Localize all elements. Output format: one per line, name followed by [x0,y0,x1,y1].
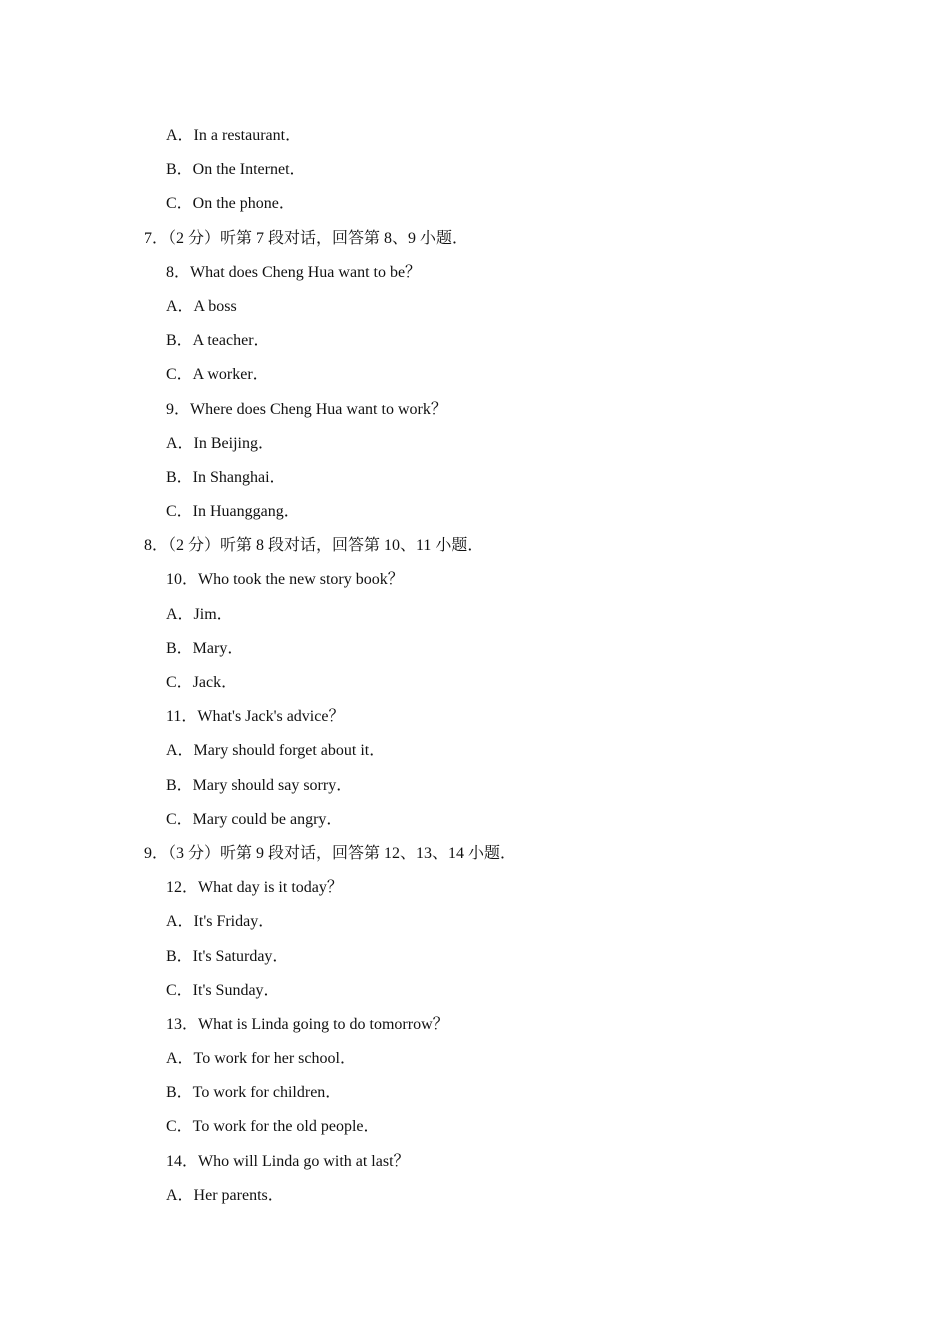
question-group-heading: 7．（2 分）听第 7 段对话，回答第 8、9 小题． [144,229,469,247]
answer-option: B．Mary should say sorry． [166,776,353,794]
answer-option: A．In a restaurant． [166,127,302,144]
question-group-heading: 9．（3 分）听第 9 段对话，回答第 12、13、14 小题． [144,844,517,862]
answer-option: C．Mary could be angry． [166,810,343,828]
question-text: 9．Where does Cheng Hua want to work？ [166,400,447,418]
question-text: 8．What does Cheng Hua want to be？ [166,263,422,281]
question-text: 10．Who took the new story book？ [166,571,404,589]
answer-option: A．Mary should forget about it． [166,742,386,760]
answer-option: C．On the phone． [166,195,295,213]
answer-option: C．A worker． [166,366,269,384]
answer-option: C．In Huanggang． [166,503,300,521]
answer-option: B．A teacher． [166,332,270,350]
answer-option: A．To work for her school． [166,1050,356,1068]
answer-option: A．Jim． [166,605,233,623]
answer-option: B．In Shanghai． [166,468,286,486]
answer-option: C．It's Sunday． [166,981,280,999]
answer-option: B．Mary． [166,639,244,657]
answer-option: A．It's Friday． [166,913,275,931]
question-text: 11．What's Jack's advice？ [166,708,345,726]
question-text: 12．What day is it today？ [166,879,343,897]
answer-option: B．It's Saturday． [166,947,289,965]
answer-option: B．On the Internet． [166,161,306,179]
question-text: 14．Who will Linda go with at last？ [166,1152,410,1170]
answer-option: A．In Beijing． [166,434,274,452]
answer-option: A．Her parents． [166,1186,284,1204]
answer-option: B．To work for children． [166,1084,342,1102]
question-group-heading: 8．（2 分）听第 8 段对话，回答第 10、11 小题． [144,537,484,555]
answer-option: C．Jack． [166,674,238,691]
answer-option: A．A boss [166,297,237,315]
question-text: 13．What is Linda going to do tomorrow？ [166,1015,449,1033]
document-page [0,125,950,1219]
answer-option: C．To work for the old people． [166,1118,380,1136]
